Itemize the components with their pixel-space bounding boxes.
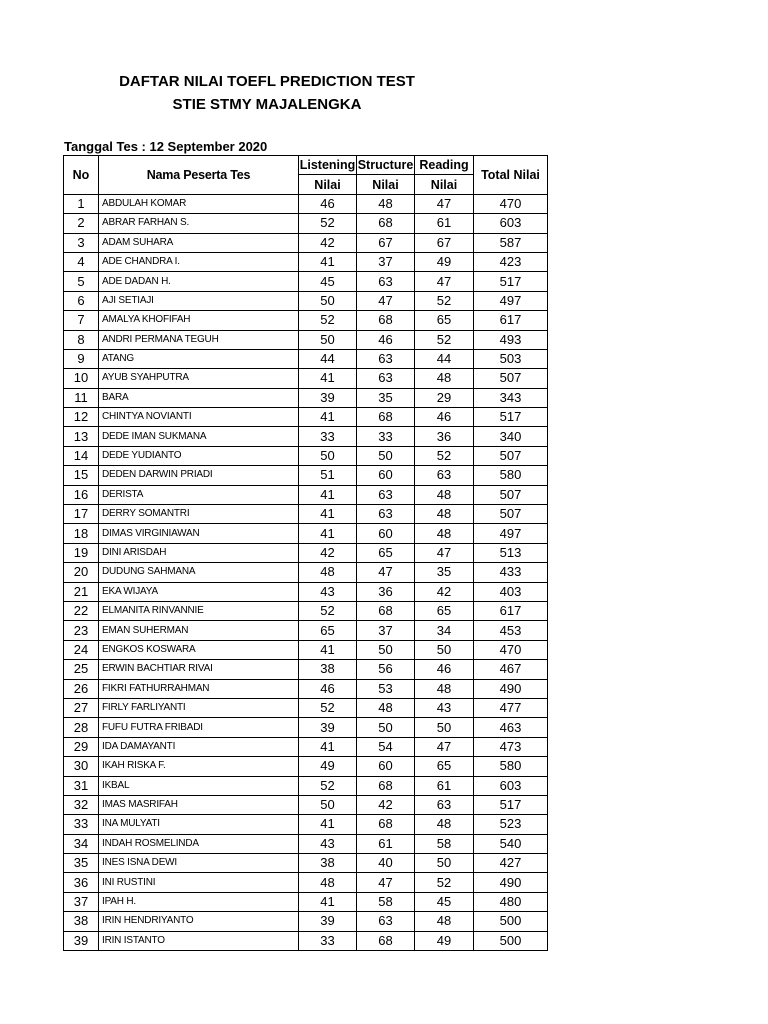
row-number: 24 bbox=[64, 640, 99, 659]
table-row bbox=[64, 330, 548, 349]
total-score: 517 bbox=[474, 272, 548, 291]
table-row bbox=[64, 718, 548, 737]
total-score: 500 bbox=[474, 931, 548, 950]
listening-score: 52 bbox=[299, 214, 357, 233]
table-row bbox=[64, 291, 548, 310]
row-number: 21 bbox=[64, 582, 99, 601]
participant-name: EMAN SUHERMAN bbox=[99, 621, 299, 640]
total-score: 497 bbox=[474, 291, 548, 310]
total-score: 403 bbox=[474, 582, 548, 601]
reading-score: 50 bbox=[415, 640, 474, 659]
listening-score: 44 bbox=[299, 349, 357, 368]
listening-score: 41 bbox=[299, 892, 357, 911]
reading-score: 61 bbox=[415, 776, 474, 795]
row-number: 23 bbox=[64, 621, 99, 640]
reading-score: 44 bbox=[415, 349, 474, 368]
total-score: 463 bbox=[474, 718, 548, 737]
reading-score: 52 bbox=[415, 330, 474, 349]
total-score: 470 bbox=[474, 640, 548, 659]
structure-score: 60 bbox=[357, 466, 415, 485]
structure-score: 50 bbox=[357, 718, 415, 737]
structure-score: 50 bbox=[357, 446, 415, 465]
header-structure: Structure bbox=[357, 156, 415, 175]
participant-name: IDA DAMAYANTI bbox=[99, 737, 299, 756]
table-row bbox=[64, 369, 548, 388]
row-number: 8 bbox=[64, 330, 99, 349]
listening-score: 51 bbox=[299, 466, 357, 485]
listening-score: 42 bbox=[299, 233, 357, 252]
table-row bbox=[64, 912, 548, 931]
participant-name: FIKRI FATHURRAHMAN bbox=[99, 679, 299, 698]
table-row bbox=[64, 892, 548, 911]
structure-score: 48 bbox=[357, 698, 415, 717]
participant-name: DINI ARISDAH bbox=[99, 543, 299, 562]
participant-name: ABDULAH KOMAR bbox=[99, 194, 299, 213]
total-score: 490 bbox=[474, 873, 548, 892]
listening-score: 43 bbox=[299, 834, 357, 853]
reading-score: 45 bbox=[415, 892, 474, 911]
total-score: 467 bbox=[474, 660, 548, 679]
table-row bbox=[64, 815, 548, 834]
listening-score: 41 bbox=[299, 408, 357, 427]
total-score: 497 bbox=[474, 524, 548, 543]
listening-score: 48 bbox=[299, 873, 357, 892]
reading-score: 52 bbox=[415, 873, 474, 892]
table-row bbox=[64, 524, 548, 543]
total-score: 507 bbox=[474, 446, 548, 465]
structure-score: 63 bbox=[357, 272, 415, 291]
table-row bbox=[64, 795, 548, 814]
total-score: 517 bbox=[474, 408, 548, 427]
structure-score: 42 bbox=[357, 795, 415, 814]
row-number: 22 bbox=[64, 601, 99, 620]
listening-score: 41 bbox=[299, 485, 357, 504]
row-number: 34 bbox=[64, 834, 99, 853]
participant-name: CHINTYA NOVIANTI bbox=[99, 408, 299, 427]
total-score: 523 bbox=[474, 815, 548, 834]
listening-score: 41 bbox=[299, 252, 357, 271]
listening-score: 46 bbox=[299, 679, 357, 698]
structure-score: 47 bbox=[357, 291, 415, 310]
listening-score: 39 bbox=[299, 388, 357, 407]
table-row bbox=[64, 757, 548, 776]
reading-score: 46 bbox=[415, 408, 474, 427]
participant-name: IPAH H. bbox=[99, 892, 299, 911]
reading-score: 48 bbox=[415, 815, 474, 834]
listening-score: 50 bbox=[299, 795, 357, 814]
reading-score: 52 bbox=[415, 291, 474, 310]
structure-score: 47 bbox=[357, 563, 415, 582]
structure-score: 68 bbox=[357, 931, 415, 950]
structure-score: 68 bbox=[357, 815, 415, 834]
structure-score: 56 bbox=[357, 660, 415, 679]
total-score: 513 bbox=[474, 543, 548, 562]
reading-score: 48 bbox=[415, 369, 474, 388]
row-number: 3 bbox=[64, 233, 99, 252]
table-row bbox=[64, 737, 548, 756]
listening-score: 52 bbox=[299, 311, 357, 330]
row-number: 7 bbox=[64, 311, 99, 330]
table-row bbox=[64, 776, 548, 795]
reading-score: 47 bbox=[415, 737, 474, 756]
reading-score: 46 bbox=[415, 660, 474, 679]
row-number: 14 bbox=[64, 446, 99, 465]
reading-score: 63 bbox=[415, 795, 474, 814]
participant-name: EKA WIJAYA bbox=[99, 582, 299, 601]
table-row bbox=[64, 834, 548, 853]
structure-score: 36 bbox=[357, 582, 415, 601]
row-number: 15 bbox=[64, 466, 99, 485]
participant-name: ABRAR FARHAN S. bbox=[99, 214, 299, 233]
participant-name: INI RUSTINI bbox=[99, 873, 299, 892]
table-row bbox=[64, 408, 548, 427]
participant-name: DUDUNG SAHMANA bbox=[99, 563, 299, 582]
structure-score: 68 bbox=[357, 408, 415, 427]
structure-score: 46 bbox=[357, 330, 415, 349]
reading-score: 52 bbox=[415, 446, 474, 465]
row-number: 33 bbox=[64, 815, 99, 834]
row-number: 39 bbox=[64, 931, 99, 950]
table-row bbox=[64, 388, 548, 407]
total-score: 473 bbox=[474, 737, 548, 756]
row-number: 30 bbox=[64, 757, 99, 776]
participant-name: ADE CHANDRA I. bbox=[99, 252, 299, 271]
listening-score: 48 bbox=[299, 563, 357, 582]
total-score: 477 bbox=[474, 698, 548, 717]
reading-score: 42 bbox=[415, 582, 474, 601]
row-number: 13 bbox=[64, 427, 99, 446]
listening-score: 33 bbox=[299, 931, 357, 950]
total-score: 507 bbox=[474, 505, 548, 524]
structure-score: 63 bbox=[357, 505, 415, 524]
header-reading-nilai: Nilai bbox=[415, 175, 474, 194]
participant-name: ADE DADAN H. bbox=[99, 272, 299, 291]
header-no: No bbox=[64, 156, 99, 195]
total-score: 423 bbox=[474, 252, 548, 271]
reading-score: 29 bbox=[415, 388, 474, 407]
listening-score: 49 bbox=[299, 757, 357, 776]
document-title: DAFTAR NILAI TOEFL PREDICTION TEST bbox=[119, 73, 415, 90]
row-number: 29 bbox=[64, 737, 99, 756]
row-number: 1 bbox=[64, 194, 99, 213]
row-number: 28 bbox=[64, 718, 99, 737]
reading-score: 61 bbox=[415, 214, 474, 233]
row-number: 38 bbox=[64, 912, 99, 931]
structure-score: 68 bbox=[357, 601, 415, 620]
participant-name: IRIN HENDRIYANTO bbox=[99, 912, 299, 931]
reading-score: 35 bbox=[415, 563, 474, 582]
reading-score: 65 bbox=[415, 757, 474, 776]
total-score: 603 bbox=[474, 214, 548, 233]
participant-name: FUFU FUTRA FRIBADI bbox=[99, 718, 299, 737]
total-score: 343 bbox=[474, 388, 548, 407]
listening-score: 52 bbox=[299, 776, 357, 795]
participant-name: IRIN ISTANTO bbox=[99, 931, 299, 950]
reading-score: 48 bbox=[415, 524, 474, 543]
header-reading: Reading bbox=[415, 156, 474, 175]
participant-name: DEDE IMAN SUKMANA bbox=[99, 427, 299, 446]
reading-score: 49 bbox=[415, 931, 474, 950]
listening-score: 38 bbox=[299, 854, 357, 873]
listening-score: 52 bbox=[299, 698, 357, 717]
structure-score: 63 bbox=[357, 369, 415, 388]
reading-score: 47 bbox=[415, 272, 474, 291]
reading-score: 58 bbox=[415, 834, 474, 853]
row-number: 10 bbox=[64, 369, 99, 388]
institution-name: STIE STMY MAJALENGKA bbox=[172, 96, 362, 113]
row-number: 19 bbox=[64, 543, 99, 562]
participant-name: ENGKOS KOSWARA bbox=[99, 640, 299, 659]
reading-score: 63 bbox=[415, 466, 474, 485]
total-score: 617 bbox=[474, 311, 548, 330]
table-row bbox=[64, 446, 548, 465]
table-row bbox=[64, 873, 548, 892]
total-score: 500 bbox=[474, 912, 548, 931]
participant-name: IMAS MASRIFAH bbox=[99, 795, 299, 814]
total-score: 580 bbox=[474, 466, 548, 485]
header-listening-nilai: Nilai bbox=[299, 175, 357, 194]
participant-name: AYUB SYAHPUTRA bbox=[99, 369, 299, 388]
listening-score: 41 bbox=[299, 640, 357, 659]
total-score: 493 bbox=[474, 330, 548, 349]
reading-score: 48 bbox=[415, 485, 474, 504]
row-number: 11 bbox=[64, 388, 99, 407]
participant-name: DIMAS VIRGINIAWAN bbox=[99, 524, 299, 543]
reading-score: 47 bbox=[415, 543, 474, 562]
total-score: 470 bbox=[474, 194, 548, 213]
listening-score: 41 bbox=[299, 524, 357, 543]
total-score: 507 bbox=[474, 485, 548, 504]
listening-score: 43 bbox=[299, 582, 357, 601]
row-number: 6 bbox=[64, 291, 99, 310]
reading-score: 50 bbox=[415, 718, 474, 737]
participant-name: ATANG bbox=[99, 349, 299, 368]
total-score: 433 bbox=[474, 563, 548, 582]
header-listening: Listening bbox=[299, 156, 357, 175]
table-row bbox=[64, 931, 548, 950]
reading-score: 65 bbox=[415, 311, 474, 330]
structure-score: 61 bbox=[357, 834, 415, 853]
listening-score: 50 bbox=[299, 446, 357, 465]
participant-name: ERWIN BACHTIAR RIVAI bbox=[99, 660, 299, 679]
table-row bbox=[64, 233, 548, 252]
row-number: 5 bbox=[64, 272, 99, 291]
table-row bbox=[64, 194, 548, 213]
participant-name: DEDEN DARWIN PRIADI bbox=[99, 466, 299, 485]
row-number: 25 bbox=[64, 660, 99, 679]
listening-score: 41 bbox=[299, 369, 357, 388]
structure-score: 68 bbox=[357, 214, 415, 233]
total-score: 453 bbox=[474, 621, 548, 640]
participant-name: DERRY SOMANTRI bbox=[99, 505, 299, 524]
listening-score: 33 bbox=[299, 427, 357, 446]
participant-name: ADAM SUHARA bbox=[99, 233, 299, 252]
header-total: Total Nilai bbox=[474, 156, 548, 195]
total-score: 340 bbox=[474, 427, 548, 446]
total-score: 480 bbox=[474, 892, 548, 911]
reading-score: 48 bbox=[415, 912, 474, 931]
listening-score: 42 bbox=[299, 543, 357, 562]
participant-name: DEDE YUDIANTO bbox=[99, 446, 299, 465]
listening-score: 50 bbox=[299, 291, 357, 310]
table-row bbox=[64, 272, 548, 291]
structure-score: 54 bbox=[357, 737, 415, 756]
structure-score: 37 bbox=[357, 621, 415, 640]
reading-score: 65 bbox=[415, 601, 474, 620]
table-row bbox=[64, 311, 548, 330]
structure-score: 58 bbox=[357, 892, 415, 911]
table-row bbox=[64, 485, 548, 504]
table-row bbox=[64, 582, 548, 601]
listening-score: 52 bbox=[299, 601, 357, 620]
total-score: 587 bbox=[474, 233, 548, 252]
row-number: 17 bbox=[64, 505, 99, 524]
listening-score: 46 bbox=[299, 194, 357, 213]
structure-score: 65 bbox=[357, 543, 415, 562]
structure-score: 68 bbox=[357, 311, 415, 330]
row-number: 16 bbox=[64, 485, 99, 504]
table-row bbox=[64, 640, 548, 659]
total-score: 503 bbox=[474, 349, 548, 368]
participant-name: BARA bbox=[99, 388, 299, 407]
row-number: 18 bbox=[64, 524, 99, 543]
structure-score: 63 bbox=[357, 912, 415, 931]
table-row bbox=[64, 601, 548, 620]
row-number: 37 bbox=[64, 892, 99, 911]
listening-score: 39 bbox=[299, 912, 357, 931]
table-row bbox=[64, 252, 548, 271]
structure-score: 33 bbox=[357, 427, 415, 446]
reading-score: 48 bbox=[415, 505, 474, 524]
structure-score: 50 bbox=[357, 640, 415, 659]
table-header bbox=[64, 156, 548, 195]
row-number: 26 bbox=[64, 679, 99, 698]
row-number: 2 bbox=[64, 214, 99, 233]
table-row bbox=[64, 660, 548, 679]
structure-score: 63 bbox=[357, 485, 415, 504]
table-row bbox=[64, 427, 548, 446]
row-number: 9 bbox=[64, 349, 99, 368]
listening-score: 50 bbox=[299, 330, 357, 349]
structure-score: 53 bbox=[357, 679, 415, 698]
total-score: 490 bbox=[474, 679, 548, 698]
structure-score: 63 bbox=[357, 349, 415, 368]
participant-name: DERISTA bbox=[99, 485, 299, 504]
reading-score: 47 bbox=[415, 194, 474, 213]
header-name: Nama Peserta Tes bbox=[99, 156, 299, 195]
total-score: 540 bbox=[474, 834, 548, 853]
total-score: 507 bbox=[474, 369, 548, 388]
participant-name: IKAH RISKA F. bbox=[99, 757, 299, 776]
structure-score: 60 bbox=[357, 524, 415, 543]
structure-score: 47 bbox=[357, 873, 415, 892]
table-row bbox=[64, 466, 548, 485]
row-number: 32 bbox=[64, 795, 99, 814]
participant-name: INDAH ROSMELINDA bbox=[99, 834, 299, 853]
total-score: 603 bbox=[474, 776, 548, 795]
participant-name: INA MULYATI bbox=[99, 815, 299, 834]
listening-score: 39 bbox=[299, 718, 357, 737]
listening-score: 41 bbox=[299, 815, 357, 834]
total-score: 517 bbox=[474, 795, 548, 814]
structure-score: 40 bbox=[357, 854, 415, 873]
participant-name: AMALYA KHOFIFAH bbox=[99, 311, 299, 330]
participant-name: INES ISNA DEWI bbox=[99, 854, 299, 873]
reading-score: 36 bbox=[415, 427, 474, 446]
participant-name: FIRLY FARLIYANTI bbox=[99, 698, 299, 717]
table-row bbox=[64, 214, 548, 233]
reading-score: 50 bbox=[415, 854, 474, 873]
listening-score: 38 bbox=[299, 660, 357, 679]
total-score: 580 bbox=[474, 757, 548, 776]
table-row bbox=[64, 349, 548, 368]
participant-name: AJI SETIAJI bbox=[99, 291, 299, 310]
participant-name: IKBAL bbox=[99, 776, 299, 795]
row-number: 4 bbox=[64, 252, 99, 271]
table-row bbox=[64, 621, 548, 640]
structure-score: 35 bbox=[357, 388, 415, 407]
row-number: 35 bbox=[64, 854, 99, 873]
table-row bbox=[64, 854, 548, 873]
listening-score: 41 bbox=[299, 737, 357, 756]
reading-score: 67 bbox=[415, 233, 474, 252]
reading-score: 43 bbox=[415, 698, 474, 717]
row-number: 20 bbox=[64, 563, 99, 582]
table-row bbox=[64, 505, 548, 524]
structure-score: 67 bbox=[357, 233, 415, 252]
row-number: 36 bbox=[64, 873, 99, 892]
listening-score: 45 bbox=[299, 272, 357, 291]
structure-score: 37 bbox=[357, 252, 415, 271]
table-row bbox=[64, 698, 548, 717]
total-score: 427 bbox=[474, 854, 548, 873]
table-row bbox=[64, 679, 548, 698]
table-body bbox=[64, 194, 548, 950]
table-row bbox=[64, 563, 548, 582]
total-score: 617 bbox=[474, 601, 548, 620]
reading-score: 49 bbox=[415, 252, 474, 271]
listening-score: 41 bbox=[299, 505, 357, 524]
row-number: 12 bbox=[64, 408, 99, 427]
row-number: 27 bbox=[64, 698, 99, 717]
participant-name: ANDRI PERMANA TEGUH bbox=[99, 330, 299, 349]
reading-score: 34 bbox=[415, 621, 474, 640]
header-structure-nilai: Nilai bbox=[357, 175, 415, 194]
reading-score: 48 bbox=[415, 679, 474, 698]
listening-score: 65 bbox=[299, 621, 357, 640]
structure-score: 60 bbox=[357, 757, 415, 776]
test-date: Tanggal Tes : 12 September 2020 bbox=[64, 139, 268, 154]
structure-score: 68 bbox=[357, 776, 415, 795]
row-number: 31 bbox=[64, 776, 99, 795]
participant-name: ELMANITA RINVANNIE bbox=[99, 601, 299, 620]
structure-score: 48 bbox=[357, 194, 415, 213]
table-row bbox=[64, 543, 548, 562]
score-table bbox=[63, 155, 548, 951]
